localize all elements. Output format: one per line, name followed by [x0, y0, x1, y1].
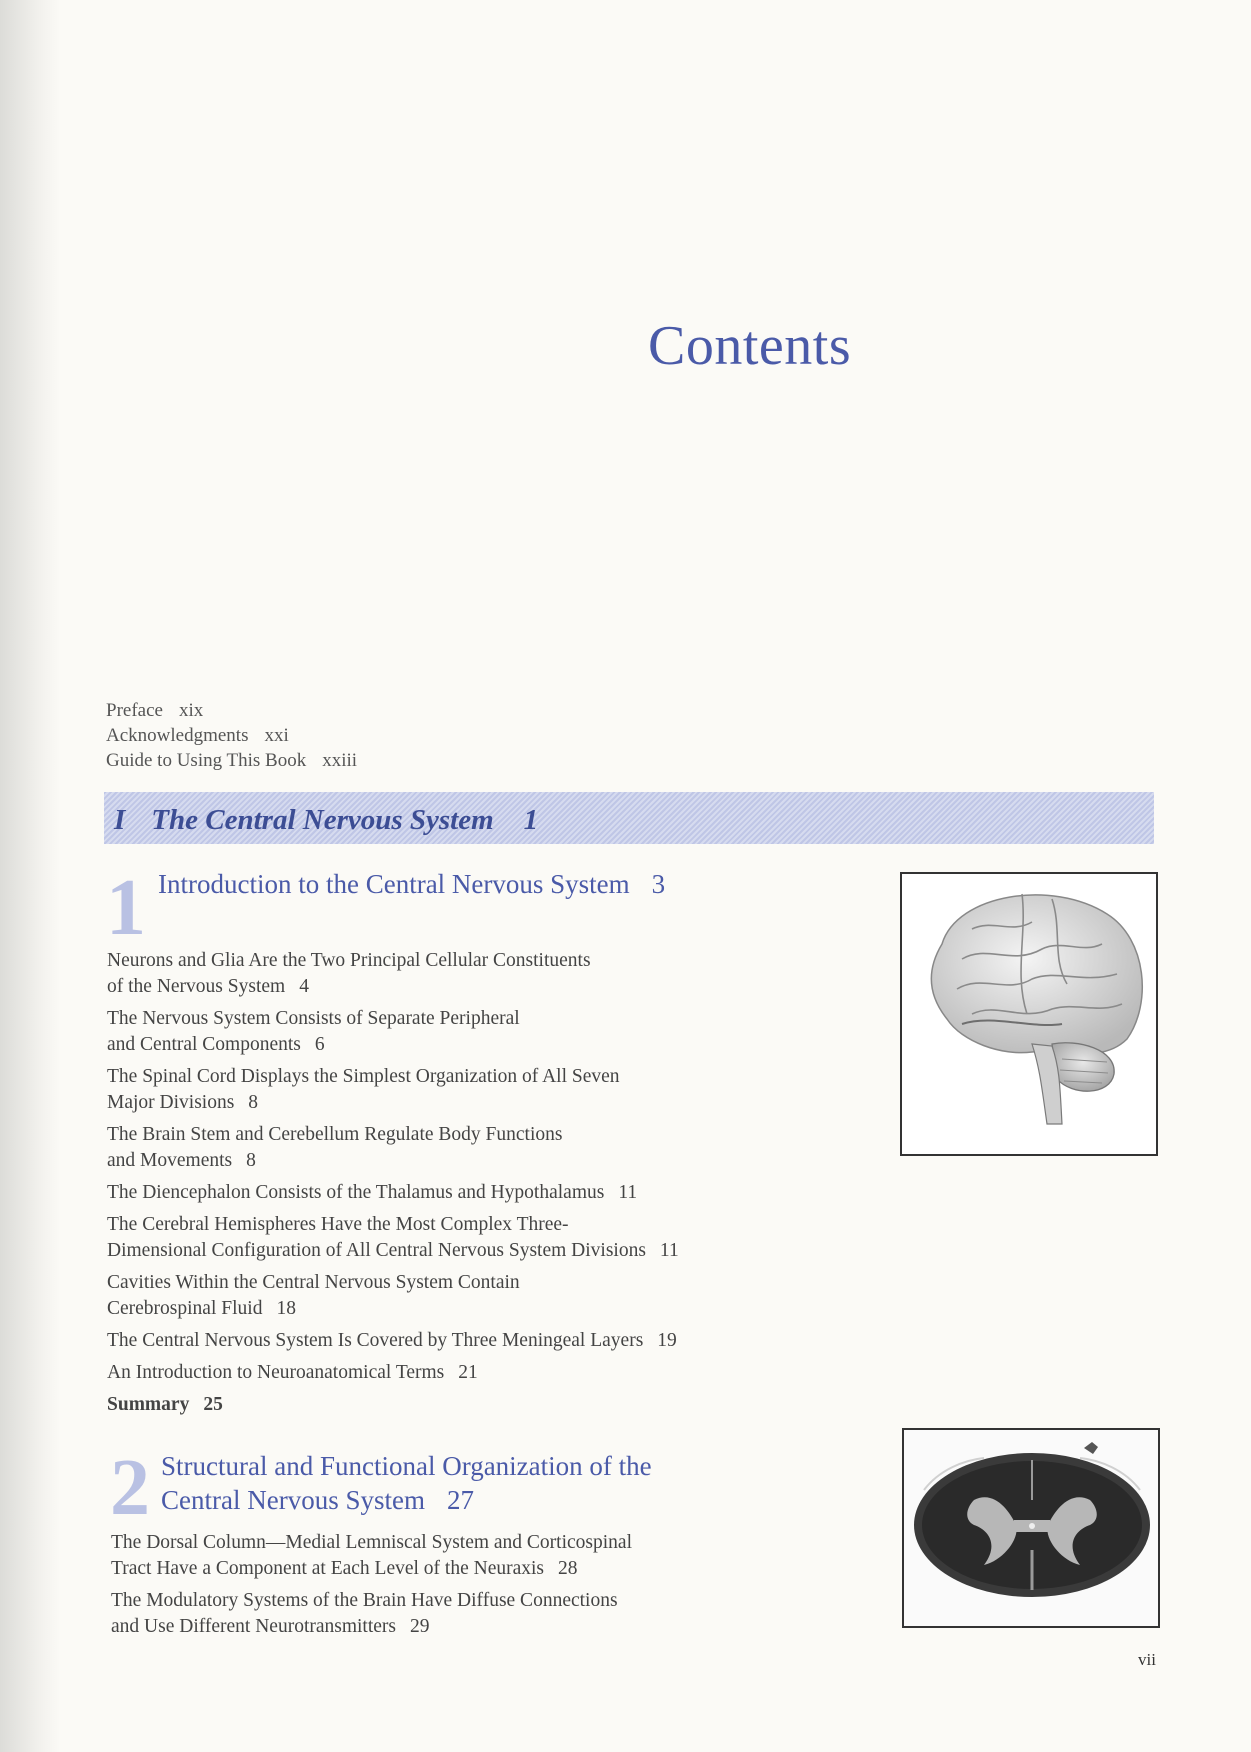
- front-matter-list: [106, 698, 357, 773]
- chapter-title[interactable]: [161, 1449, 652, 1517]
- spinal-cord-section-illustration: [902, 1428, 1160, 1628]
- toc-entry-line: The Diencephalon Consists of the Thalamus and Hypothalamus: [107, 1182, 605, 1203]
- front-matter-item[interactable]: [106, 698, 357, 723]
- toc-entry-page: 6: [314, 1034, 325, 1055]
- toc-entry-line: and Central Components: [107, 1034, 301, 1055]
- toc-entry-page: 11: [659, 1240, 679, 1261]
- toc-entry[interactable]: [107, 1212, 807, 1264]
- toc-entry-page: 18: [276, 1298, 296, 1319]
- toc-entry[interactable]: [107, 948, 807, 1000]
- toc-entry-line: Cavities Within the Central Nervous System Contain: [107, 1272, 520, 1293]
- front-matter-label: Guide to Using This Book: [106, 750, 307, 771]
- front-matter-page: xxiii: [322, 750, 358, 771]
- toc-entry-line: Tract Have a Component at Each Level of the Neuraxis: [111, 1558, 545, 1579]
- chapter-title-line: Central Nervous System: [161, 1485, 425, 1515]
- toc-entry-page: 29: [410, 1616, 430, 1637]
- toc-entry-page: 19: [657, 1330, 677, 1351]
- toc-entry-line: The Central Nervous System Is Covered by Three Meningeal Layers: [107, 1330, 644, 1351]
- part-number: I: [114, 804, 126, 836]
- chapter-title-text: Introduction to the Central Nervous System: [158, 869, 630, 899]
- toc-entry-page: 11: [618, 1182, 638, 1203]
- toc-entry-line: and Movements: [107, 1150, 233, 1171]
- part-page: 1: [523, 804, 539, 836]
- toc-entry-page: 4: [299, 976, 309, 997]
- toc-entry[interactable]: [111, 1588, 811, 1640]
- toc-entry-line: The Nervous System Consists of Separate Peripheral: [107, 1008, 520, 1029]
- chapter-title-line: Structural and Functional Organization of the: [161, 1451, 652, 1481]
- toc-entry-page: 28: [558, 1558, 578, 1579]
- toc-entry-line: of the Nervous System: [107, 976, 286, 997]
- chapter-page: 27: [446, 1485, 474, 1515]
- toc-entry-page: 21: [458, 1362, 478, 1383]
- page-title: Contents: [648, 315, 852, 377]
- chapter-title[interactable]: [158, 867, 665, 901]
- toc-entry-page: 8: [248, 1092, 259, 1113]
- toc-entry-line: The Cerebral Hemispheres Have the Most Complex Three-: [107, 1214, 569, 1235]
- chapter-number: 1: [106, 864, 146, 952]
- toc-entry-line: Dimensional Configuration of All Central Nervous System Divisions: [107, 1240, 646, 1261]
- toc-entry[interactable]: [107, 1006, 807, 1058]
- summary-page: 25: [203, 1394, 223, 1415]
- toc-entry-line: Neurons and Glia Are the Two Principal Cellular Constituents: [107, 950, 591, 971]
- toc-entry[interactable]: [107, 1180, 807, 1206]
- page-number: vii: [1138, 1650, 1156, 1669]
- chapter2-entries: [111, 1530, 811, 1646]
- toc-entry-line: and Use Different Neurotransmitters: [111, 1616, 397, 1637]
- toc-entry[interactable]: [107, 1328, 807, 1354]
- chapter1-entries: [107, 948, 807, 1418]
- toc-entry-line: The Dorsal Column—Medial Lemniscal System and Corticospinal: [111, 1532, 632, 1553]
- front-matter-label: Acknowledgments: [106, 725, 249, 746]
- toc-entry[interactable]: [107, 1270, 807, 1322]
- toc-entry-line: The Spinal Cord Displays the Simplest Organization of All Seven: [107, 1066, 620, 1087]
- spinal-cord-drawing: [904, 1430, 1158, 1626]
- toc-entry-line: Cerebrospinal Fluid: [107, 1298, 263, 1319]
- toc-entry-page: 8: [246, 1150, 256, 1171]
- chapter-number: 2: [110, 1444, 150, 1532]
- toc-entry-line: Major Divisions: [107, 1092, 235, 1113]
- front-matter-item[interactable]: [106, 748, 357, 773]
- brain-illustration: [900, 872, 1158, 1156]
- toc-entry[interactable]: [107, 1064, 807, 1116]
- front-matter-page: xix: [178, 700, 204, 721]
- front-matter-item[interactable]: [106, 723, 357, 748]
- part-heading[interactable]: [114, 804, 538, 837]
- page-gutter-shadow: [0, 0, 60, 1752]
- brain-drawing: [902, 874, 1156, 1154]
- front-matter-label: Preface: [106, 700, 163, 721]
- toc-entry-line: The Modulatory Systems of the Brain Have Diffuse Connections: [111, 1590, 618, 1611]
- chapter-page: 3: [651, 869, 666, 899]
- toc-entry-line: The Brain Stem and Cerebellum Regulate Body Functions: [107, 1124, 563, 1145]
- toc-entry[interactable]: [107, 1122, 807, 1174]
- toc-entry[interactable]: [107, 1360, 807, 1386]
- part-title: The Central Nervous System: [151, 804, 494, 836]
- toc-entry[interactable]: [111, 1530, 811, 1582]
- front-matter-page: xxi: [264, 725, 289, 746]
- summary-label: Summary: [107, 1394, 190, 1415]
- chapter-summary[interactable]: [107, 1392, 807, 1418]
- toc-entry-line: An Introduction to Neuroanatomical Terms: [107, 1362, 445, 1383]
